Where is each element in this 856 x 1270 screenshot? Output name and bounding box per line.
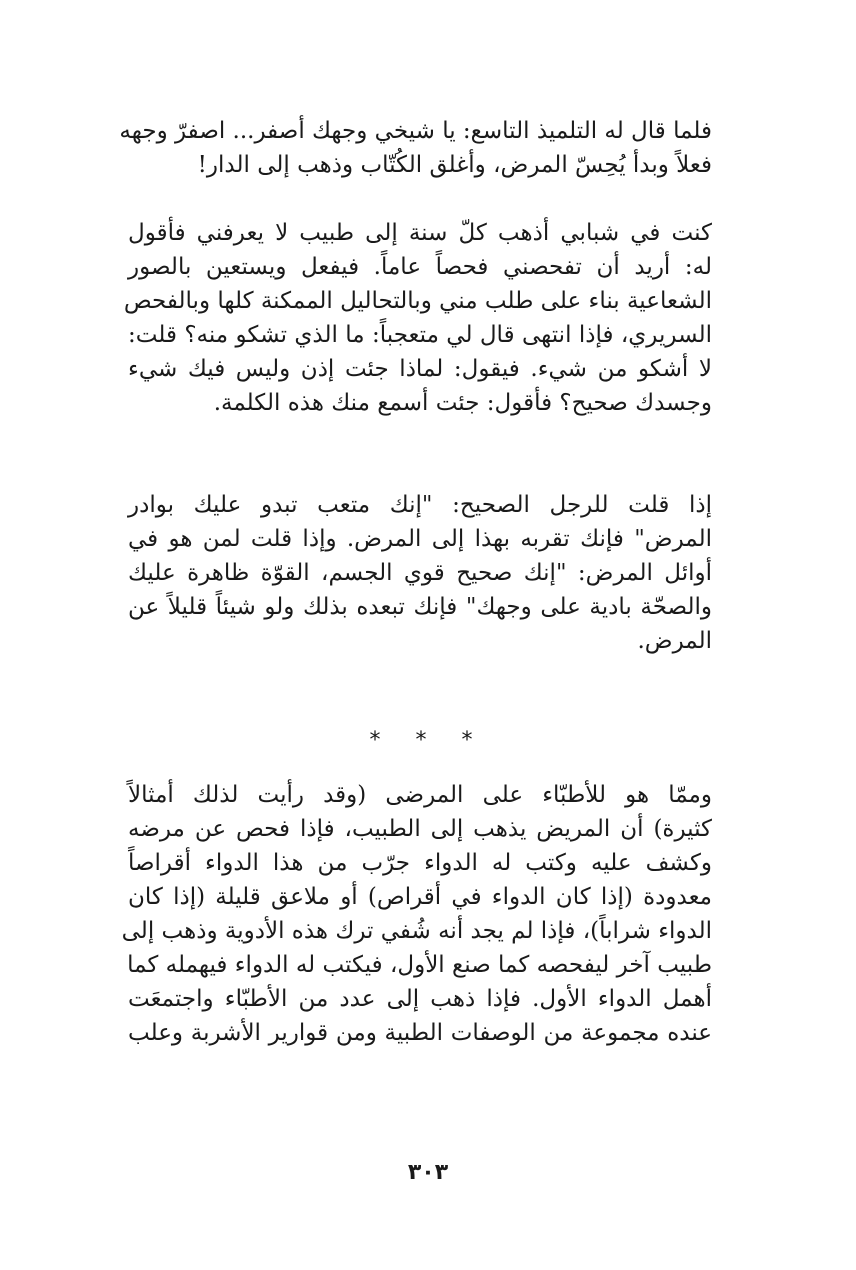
paragraph-3 (128, 488, 712, 658)
text-line: المرض" فإنك تقربه بهذا إلى المرض. وإذا قلت لمن هو في (128, 526, 712, 552)
page-number: ٣٠٣ (407, 1160, 449, 1185)
text-line: له: أريد أن تفحصني فحصاً عاماً. فيفعل ويستعين بالصور (128, 254, 712, 280)
text-line: فعلاً وبدأ يُحِسّ المرض، وأغلق الكُتّاب وذهب إلى الدار! (197, 152, 712, 178)
text-line: فلما قال له التلميذ التاسع: يا شيخي وجهك أصفر... اصفرّ وجهه (119, 118, 712, 144)
text-line: كثيرة) أن المريض يذهب إلى الطبيب، فإذا فحص عن مرضه (128, 816, 712, 842)
text-line: والصحّة بادية على وجهك" فإنك تبعده بذلك ولو شيئاً قليلاً عن (128, 594, 712, 620)
text-line: وجسدك صحيح؟ فأقول: جئت أسمع منك هذه الكلمة. (213, 390, 712, 416)
text-line: طبيب آخر ليفحصه كما صنع الأول، فيكتب له الدواء فيهمله كما (127, 952, 712, 978)
section-separator: * * * (369, 728, 487, 753)
text-line: السريري، فإذا انتهى قال لي متعجباً: ما الذي تشكو منه؟ قلت: (128, 322, 712, 348)
text-line: الدواء شراباً)، فإذا لم يجد أنه شُفي ترك هذه الأدوية وذهب إلى (121, 918, 712, 944)
text-line: معدودة (إذا كان الدواء في أقراص) أو ملاعق قليلة (إذا كان (128, 884, 712, 910)
text-line: المرض. (637, 628, 712, 654)
text-line: عنده مجموعة من الوصفات الطبية ومن قوارير الأشربة وعلب (128, 1020, 712, 1046)
text-line: الشعاعية بناء على طلب مني وبالتحاليل الممكنة كلها وبالفحص (123, 288, 712, 314)
paragraph-1 (119, 114, 712, 182)
paragraph-2 (123, 216, 712, 420)
paragraph-4 (121, 778, 712, 1050)
text-line: لا أشكو من شيء. فيقول: لماذا جئت إذن وليس فيك شيء (128, 356, 712, 382)
text-line: إذا قلت للرجل الصحيح: "إنك متعب تبدو عليك بوادر (128, 492, 712, 518)
text-line: كنت في شبابي أذهب كلّ سنة إلى طبيب لا يعرفني فأقول (128, 220, 712, 246)
text-line: وكشف عليه وكتب له الدواء جرّب من هذا الدواء أقراصاً (128, 850, 712, 876)
text-line: وممّا هو للأطبّاء على المرضى (وقد رأيت لذلك أمثالاً (128, 782, 712, 808)
text-line: أهمل الدواء الأول. فإذا ذهب إلى عدد من الأطبّاء واجتمعَت (128, 986, 712, 1012)
text-line: أوائل المرض: "إنك صحيح قوي الجسم، القوّة ظاهرة عليك (128, 560, 712, 586)
